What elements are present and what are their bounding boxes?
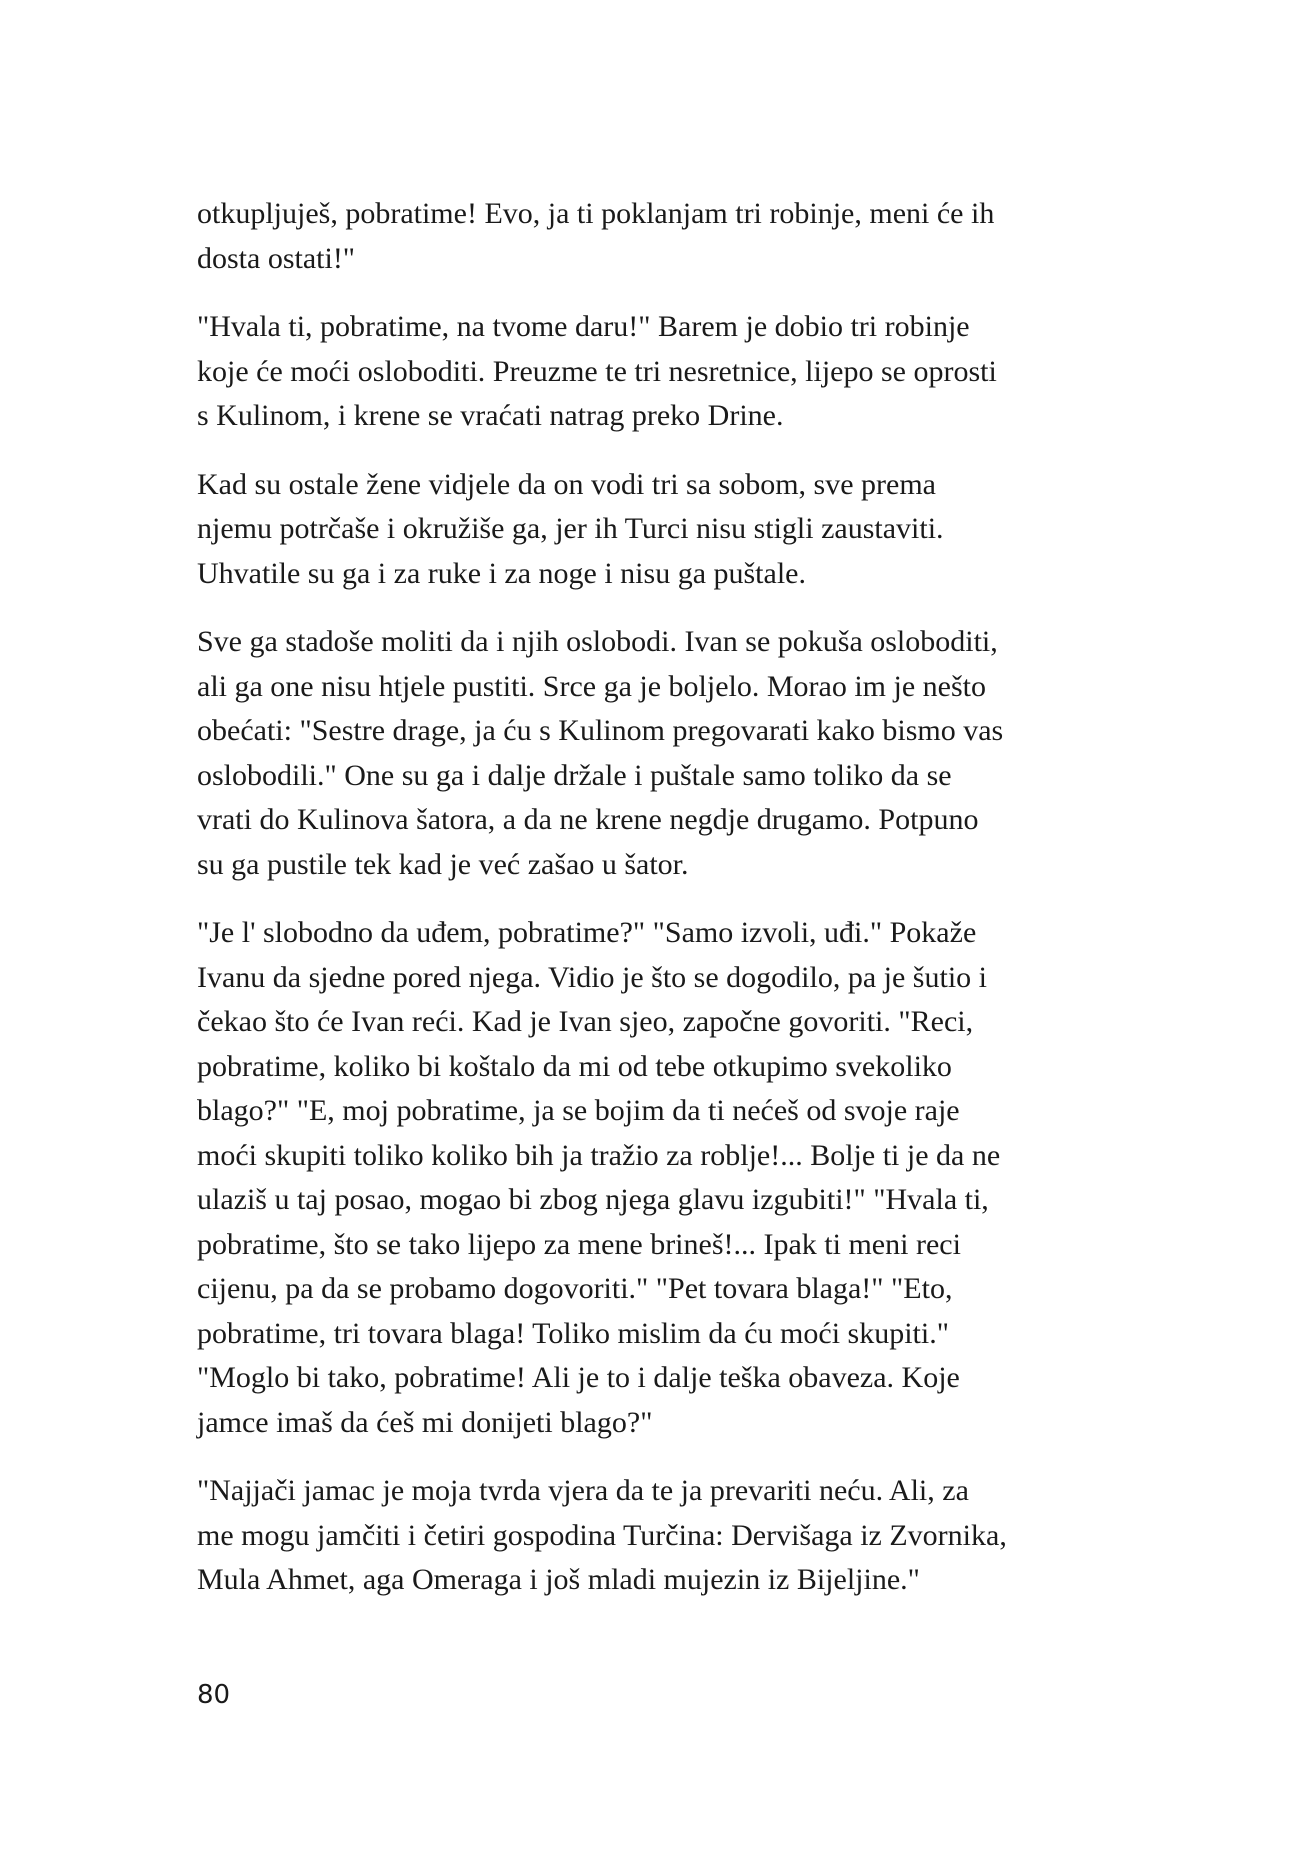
text-line: oslobodili." One su ga i dalje držale i puštale samo toliko da se (197, 758, 952, 792)
text-line: obećati: "Sestre drage, ja ću s Kulinom pregovarati kako bismo vas (197, 714, 1004, 747)
text-line: njemu potrčaše i okružiše ga, jer ih Turci nisu stigli zaustaviti. (197, 512, 944, 545)
text-line: pobratime, koliko bi koštalo da mi od tebe otkupimo svekoliko (197, 1049, 952, 1083)
text-line: me mogu jamčiti i četiri gospodina Turčina: Dervišaga iz Zvornika, (197, 1518, 1007, 1552)
text-line: cijenu, pa da se probamo dogovoriti." "Pet tovara blaga!" "Eto, (197, 1272, 953, 1305)
text-line: "Hvala ti, pobratime, na tvome daru!" Barem je dobio tri robinje (197, 310, 970, 343)
text-line: "Moglo bi tako, pobratime! Ali je to i dalje teška obaveza. Koje (197, 1361, 960, 1394)
text-line: čekao što će Ivan reći. Kad je Ivan sjeo, započne govoriti. "Reci, (197, 1005, 974, 1038)
text-line: Mula Ahmet, aga Omeraga i još mladi mujezin iz Bijeljine." (197, 1563, 920, 1596)
text-line: Kad su ostale žene vidjele da on vodi tri sa sobom, sve prema (197, 467, 936, 501)
text-line: ali ga one nisu htjele pustiti. Srce ga je boljelo. Morao im je nešto (197, 669, 986, 703)
paragraph-4 (197, 620, 1127, 887)
text-line: "Je l' slobodno da uđem, pobratime?" "Samo izvoli, uđi." Pokaže (197, 916, 977, 949)
text-line: moći skupiti toliko koliko bih ja tražio za roblje!... Bolje ti je da ne (197, 1138, 1001, 1172)
text-line: Ivanu da sjedne pored njega. Vidio je što se dogodilo, pa je šutio i (197, 960, 987, 994)
text-line: koje će moći osloboditi. Preuzme te tri nesretnice, lijepo se oprosti (197, 354, 997, 388)
text-line: vrati do Kulinova šatora, a da ne krene negdje drugamo. Potpuno (197, 803, 979, 836)
text-line: Sve ga stadoše moliti da i njih oslobodi. Ivan se pokuša osloboditi, (197, 625, 998, 658)
page-number: 80 (197, 1680, 231, 1710)
paragraph-5 (197, 911, 1127, 1445)
body-text (197, 192, 1127, 1627)
text-line: pobratime, što se tako lijepo za mene brineš!... Ipak ti meni reci (197, 1227, 961, 1261)
text-line: dosta ostati!" (197, 241, 356, 275)
text-line: "Najjači jamac je moja tvrda vjera da te ja prevariti neću. Ali, za (197, 1474, 969, 1507)
paragraph-3 (197, 463, 1127, 597)
text-line: su ga pustile tek kad je već zašao u šator. (197, 847, 689, 881)
text-line: pobratime, tri tovara blaga! Toliko mislim da ću moći skupiti." (197, 1316, 949, 1350)
text-line: Uhvatile su ga i za ruke i za noge i nisu ga puštale. (197, 556, 806, 590)
text-line: s Kulinom, i krene se vraćati natrag preko Drine. (197, 399, 784, 432)
text-line: jamce imaš da ćeš mi donijeti blago?" (197, 1405, 653, 1439)
paragraph-6 (197, 1469, 1127, 1603)
paragraph-1 (197, 192, 1127, 281)
paragraph-2 (197, 305, 1127, 439)
text-line: blago?" "E, moj pobratime, ja se bojim da ti nećeš od svoje raje (197, 1094, 960, 1127)
text-line: otkupljuješ, pobratime! Evo, ja ti poklanjam tri robinje, meni će ih (197, 197, 995, 230)
text-line: ulaziš u taj posao, mogao bi zbog njega glavu izgubiti!" "Hvala ti, (197, 1183, 989, 1216)
